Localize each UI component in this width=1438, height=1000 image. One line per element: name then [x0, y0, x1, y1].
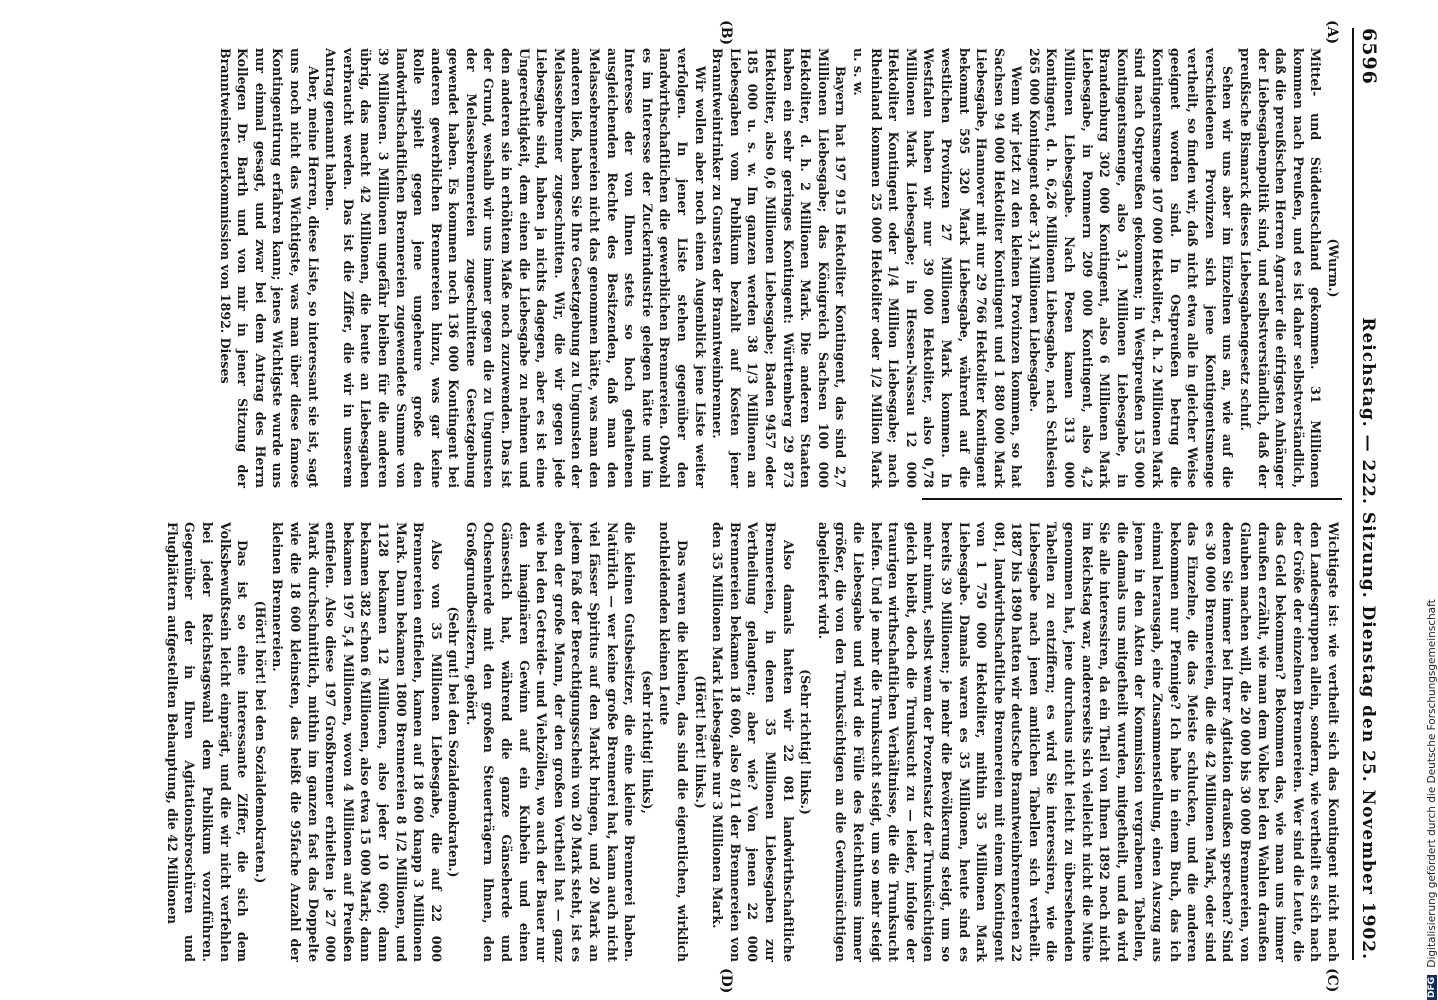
- page-title: Reichstag. — 222. Sitzung. Dienstag den 25. November 1902.: [1358, 317, 1378, 960]
- paragraph: Das ist so eine interessante Ziffer, die sich dem Volksbewußtsein leicht einprägt, und die wir nicht verfehlen bei jeder Reichstagswahl dem Publikum vorzuführen. Gegenüber der in Ihren Agitationsbroschüren und Flugblättern aufgestellten Behauptung, die 42 Millionen: [164, 522, 251, 962]
- paragraph: Das waren die kleinen, das sind die eigentlichen, wirklich nothleidenden kleinen Leute: [657, 522, 691, 962]
- paragraph: Aber, meine Herren, diese Liste, so interessant sie ist, sagt uns noch nicht das Wichtigste, was man über diese famose Kontingentirung erfahren kann; jenes Wichtigste wurde uns nur einmal gesagt, und zwar bei dem Antrag des Herrn Kollegen Dr. Barth und von mir in jener Sitzung der Branntweinsteuerkommission von 1892. Dieses: [217, 48, 321, 488]
- interjection: (sehr richtig! links),: [639, 670, 655, 814]
- paragraph: Mittel- und Süddeutschland gekommen. 31 Millionen kommen nach Preußen, und es ist daher selbstverständlich, daß die preußischen Herren Agrarier die eifrigsten Anhänger der Liebesgabenpolitik sind, und selbstverständlich, daß der preußische Bismarck dieses Liebesgabengesetz schuf.: [1238, 48, 1324, 488]
- paragraph: Wenn wir jetzt zu den kleinen Provinzen kommen, so hat Sachsen 94 000 Hektoliter Kontingent und 1 880 000 Mark Liebesgabe, Hannover mit nur 29 766 Hektoliter Kontingent bekommt 595 320 Mark Liebesgabe, während auf die westlichen Provinzen 27 Millionen Mark kommen. In Westfalen haben wir nur 39 000 Hektoliter, also 0,78 Millionen Mark Liebesgabe; in Hessen-Nassau 12 000 Hektoliter Kontingent oder 1/4 Million Liebesgabe; nach Rheinland kommen 25 000 Hektoliter oder 1/2 Million Mark u. s. w.: [850, 48, 1025, 488]
- paragraph: Sehen wir uns aber im Einzelnen uns an, wie auf die verschiedenen Provinzen sich jene Kontingentsmenge vertheilt, so finden wir, daß nicht etwa alle in gleicher Weise geeignet worden sind. In Ostpreußen betrug die Kontingentsmenge 107 000 Hektoliter, d. h. 2 Millionen Mark sind nach Ostpreußen gekommen; in Westpreußen 155 000 Kontingentsmenge, also 3,1 Millionen Liebesgabe, in Brandenburg 302 000 Kontingent, also 6 Millionen Mark Liebesgabe, in Pommern 209 000 Kontingent, also 4,2 Millionen Liebesgabe. Nach Posen kamen 313 000 Kontingent, d. h. 6,26 Millionen Liebesgabe, nach Schlesien 265 000 Kontingent oder 3,1 Millionen Liebesgabe.: [1026, 48, 1236, 488]
- digitization-credit: [1426, 0, 1438, 1000]
- margin-marker-b: (B): [718, 20, 734, 46]
- paragraph: Also von 35 Millionen Liebesgabe, die auf 22 000 Brennereien entfielen, kamen auf 18 600 knapp 3 Millionen Mark. Dann bekamen 1800 Brennereien 8 1/2 Millionen, und 1128 bekamen 12 Millionen, also jeder 10 600; dann bekamen 382 schon 6 Millionen, also etwa 15 000 Mark; dann bekamen 197 5,4 Millionen, wovon 4 Millionen auf Preußen entfielen. Also diese 197 Großbrenner erhielten je 27 000 Mark durchschnittlich, mithin im ganzen fast das Doppelte wie die 18 600 kleinsten, das heißt die 95fache Anzahl der kleinen Brennereien.: [270, 522, 444, 962]
- right-column: [40, 522, 1342, 962]
- paragraph: Also damals hatten wir 22 081 landwirthschaftliche Brennereien, in denen 35 Millionen Liebesgaben zur Vertheilung gelangten; aber wie? Von jenen 22 000 Brennereien bekamen 18 600, also 8/11 der Brennereien von den 35 Millionen Mark Liebesgabe nur 3 Millionen Mark.: [710, 522, 796, 962]
- digitization-note: Digitalisierung gefördert durch die Deutsche Forschungsgemeinschaft: [1426, 599, 1438, 968]
- margin-marker-d: (D): [718, 968, 734, 994]
- page-number: 6596: [1358, 28, 1380, 85]
- margin-marker-c: (C): [1324, 968, 1340, 993]
- paragraph: Bayern hat 197 915 Hektoliter Kontingent, das sind 2,7 Millionen Liebesgabe; das Königreich Sachsen 100 000 Hektoliter, d. h. 2 Millionen Mark. Die anderen Staaten haben ein sehr geringes Kontingent: Württemberg 29 873 Hektoliter, also 0,6 Millionen Liebesgabe; Baden 9457 oder 185 000 u. s. w. Im ganzen werden 38 1/3 Millionen an Liebesgaben vom Publikum bezahlt auf Kosten jener Branntweintrinker zu Gunsten der Branntweinbrenner.: [710, 48, 849, 488]
- interjection: (Hört! hört! links.): [692, 675, 708, 809]
- interjection: (Sehr gut! bei den Sozialdemokraten.): [446, 606, 462, 878]
- speaker-label: (Wurm.): [1326, 238, 1341, 298]
- margin-marker-a: (A): [1324, 20, 1340, 45]
- paragraph: Wichtigste ist: wie vertheilt sich das Kontingent nicht nach den Landesgruppen allein, sondern, wie vertheilt es sich nach der Größe der einzelnen Brennereien. Wer sind die Leute, die das Geld bekommen? Bekommen das, wie man uns immer draußen erzählt, wie man dem Volke bei den Wahlen draußen Glauben machen will, die 20 000 bis 30 000 Brennereien, von denen Sie immer bei Ihrer Agitation draußen sprechen? Sind es 30 000 Brennereien, die die 42 Millionen Mark, oder sind das Einzelne, die das Meiste schlucken, und die anderen bekommen nur Pfennige? Ich habe in einem Buch, das ich einmal herausgab, eine Zusammenstellung, einen Auszug aus jenen in den Akten der Kommission vergrabenen Tabellen, die damals uns mitgetheilt wurden, mitgetheilt, und da wird Sie alle interessiren, da ein Theil von Ihnen 1892 noch nicht im Reichstag war, andererseits sich vielleicht nicht die Mühe genommen hat, jene durchaus nicht leicht zu übersehenden Tabellen zu entziffern; es wird Sie interessiren, wie die Liebesgabe nach jenen amtlichen Tabellen sich vertheilt. 1887 bis 1890 hatten wir deutsche Branntweinbrennereien 22 081, landwirthschaftliche Brennereien mit einem Kontingent von 1 750 000 Hektoliter, mithin 35 Millionen Mark Liebesgabe. Damals waren es 35 Millionen, heute sind es bereits 39 Millionen; je mehr die Bevölkerung steigt, um so mehr nimmt, selbst wenn der Prozentsatz der Trunksüchtigen gleich bleibt, doch die Trunksucht zu — leider, infolge der traurigen wirthschaftlichen Verhältnisse, die die Trunksucht helfen. Und je mehr die Trunksucht steigt, um so mehr steigt die Liebesgabe und wird die Fülle des Reichthums immer größer, die von den Trunksüchtigen an die Gewinnsüchtigen abgeliefert wird.: [815, 522, 1341, 962]
- column-divider: [922, 498, 1342, 500]
- interjection: (Hört! hört! bei den Sozialdemokraten.): [252, 600, 268, 884]
- page-header: [1352, 28, 1386, 960]
- left-column: [40, 48, 1342, 488]
- paragraph: Wir wollen aber noch einen Augenblick jene Liste weiter verfolgen. In jener Liste stehen gegenüber den landwirthschaftlichen die gewerblichen Brennereien. Obwohl es im Interesse der Zuckerindustrie gelegen hätte und im Interesse der von Ihnen stets so hoch gehaltenen ausgleichenden Rechte des Besitzenden, daß man den Melassebrennereien nicht das genommen hätte, was man den anderen ließ, haben Sie Ihre Gesetzgebung zu Ungunsten der Melassebrenner zugeschnitten. Wir, die wir gegen jede Liebesgabe sind, haben ja nichts dagegen, aber es ist eine Ungerechtigkeit, dem einen die Liebesgabe zu nehmen und den anderen sie in erhöhtem Maße noch zuzuwenden. Das ist der Grund, weshalb wir uns immer gegen die zu Ungunsten der Melassebrennereien zugeschnittene Gesetzgebung gewendet haben. Es kommen noch 136 000 Kontingent bei anderen gewerblichen Brennereien hinzu, was gar keine Rolle spielt gegen jene ungeheure große den landwirthschaftlichen Brennereien zugewendete Summe von 39 Millionen. 3 Millionen ungefähr bleiben für die anderen übrig, das macht 42 Millionen, die heute an Liebesgaben verbraucht werden. Das ist die Ziffer, die wir in unserem Antrag genannt haben.: [323, 48, 708, 488]
- interjection: (Sehr richtig! links.): [798, 669, 814, 815]
- dfg-logo: DFG: [1427, 976, 1437, 998]
- paragraph: die kleinen Gutsbesitzer, die eine kleine Brennerei haben. Natürlich — wer keine große Brennerei hat, kann auch nicht viel fässer Spiritus auf den Markt bringen, und 20 Mark an jedem Faß der Berechtigungsschein von 20 Mark steht, ist es eben der große Mann, der den großen Vortheil hat — ganz wie bei den Getreide- und Viehzöllen, wo auch der Bauer nur den imaginären Gewinn auf ein Kuhbein und einen Gänsestich hat, während die ganze Gänseherde und Ochsenherde mit den großen Steuerträgern Ihnen, den Großgrundbesitzern, gehört.: [463, 522, 638, 962]
